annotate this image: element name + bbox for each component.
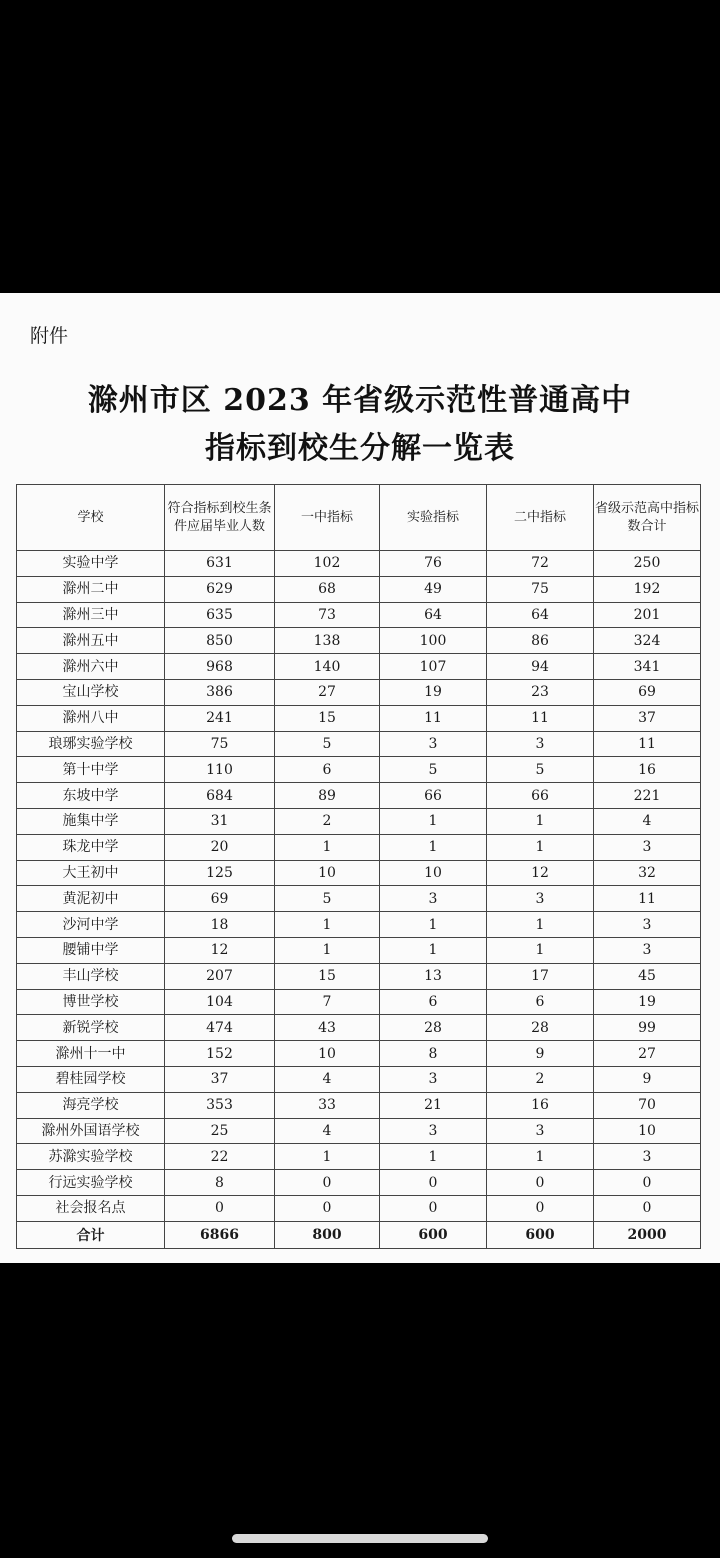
quota-table — [16, 484, 701, 1249]
table-row — [17, 1118, 701, 1144]
cell-graduates: 75 — [165, 731, 275, 757]
cell-total-quota: 16 — [594, 757, 701, 783]
cell-school: 滁州二中 — [17, 576, 165, 602]
total-label: 合计 — [17, 1221, 165, 1248]
cell-no1-quota: 10 — [275, 860, 380, 886]
table-row — [17, 628, 701, 654]
cell-graduates: 631 — [165, 551, 275, 577]
cell-no2-quota: 72 — [487, 551, 594, 577]
cell-experimental-quota: 11 — [380, 705, 487, 731]
table-row — [17, 834, 701, 860]
cell-graduates: 684 — [165, 783, 275, 809]
cell-no2-quota: 0 — [487, 1195, 594, 1221]
cell-experimental-quota: 3 — [380, 1118, 487, 1144]
cell-experimental-quota: 10 — [380, 860, 487, 886]
cell-total-quota: 70 — [594, 1092, 701, 1118]
cell-school: 碧桂园学校 — [17, 1066, 165, 1092]
cell-total-quota: 11 — [594, 886, 701, 912]
cell-experimental-quota: 76 — [380, 551, 487, 577]
title-line-2: 指标到校生分解一览表 — [205, 431, 515, 466]
cell-total-quota: 221 — [594, 783, 701, 809]
header-experimental-quota: 实验指标 — [380, 485, 487, 551]
cell-experimental-quota: 3 — [380, 1066, 487, 1092]
cell-no1-quota: 1 — [275, 834, 380, 860]
cell-graduates: 0 — [165, 1195, 275, 1221]
cell-graduates: 37 — [165, 1066, 275, 1092]
cell-no1-quota: 68 — [275, 576, 380, 602]
cell-graduates: 635 — [165, 602, 275, 628]
cell-no2-quota: 12 — [487, 860, 594, 886]
cell-no1-quota: 1 — [275, 937, 380, 963]
cell-no1-quota: 6 — [275, 757, 380, 783]
cell-no2-quota: 1 — [487, 937, 594, 963]
cell-school: 东坡中学 — [17, 783, 165, 809]
cell-school: 滁州五中 — [17, 628, 165, 654]
cell-total-quota: 11 — [594, 731, 701, 757]
cell-no1-quota: 140 — [275, 654, 380, 680]
cell-no2-quota: 1 — [487, 1144, 594, 1170]
home-indicator[interactable] — [232, 1534, 488, 1543]
document-page — [0, 293, 720, 1263]
cell-total-quota: 324 — [594, 628, 701, 654]
table-row — [17, 731, 701, 757]
cell-experimental-quota: 28 — [380, 1015, 487, 1041]
total-sum: 2000 — [594, 1221, 701, 1248]
cell-school: 滁州八中 — [17, 705, 165, 731]
table-row — [17, 1066, 701, 1092]
header-school: 学校 — [17, 485, 165, 551]
table-row — [17, 602, 701, 628]
cell-no2-quota: 86 — [487, 628, 594, 654]
cell-graduates: 8 — [165, 1170, 275, 1196]
attachment-label: 附件 — [30, 325, 69, 347]
cell-experimental-quota: 66 — [380, 783, 487, 809]
cell-school: 黄泥初中 — [17, 886, 165, 912]
table-row — [17, 1195, 701, 1221]
cell-experimental-quota: 3 — [380, 886, 487, 912]
cell-experimental-quota: 8 — [380, 1041, 487, 1067]
cell-school: 博世学校 — [17, 989, 165, 1015]
cell-graduates: 18 — [165, 912, 275, 938]
cell-no2-quota: 1 — [487, 834, 594, 860]
table-header — [17, 485, 701, 551]
cell-no1-quota: 5 — [275, 886, 380, 912]
cell-school: 沙河中学 — [17, 912, 165, 938]
cell-school: 实验中学 — [17, 551, 165, 577]
table-row — [17, 937, 701, 963]
cell-no1-quota: 4 — [275, 1066, 380, 1092]
cell-school: 海亮学校 — [17, 1092, 165, 1118]
cell-graduates: 241 — [165, 705, 275, 731]
cell-no1-quota: 73 — [275, 602, 380, 628]
cell-school: 滁州三中 — [17, 602, 165, 628]
cell-no1-quota: 7 — [275, 989, 380, 1015]
cell-experimental-quota: 1 — [380, 937, 487, 963]
cell-school: 滁州六中 — [17, 654, 165, 680]
cell-total-quota: 32 — [594, 860, 701, 886]
cell-graduates: 110 — [165, 757, 275, 783]
cell-no2-quota: 3 — [487, 886, 594, 912]
cell-graduates: 152 — [165, 1041, 275, 1067]
cell-total-quota: 37 — [594, 705, 701, 731]
cell-no1-quota: 1 — [275, 1144, 380, 1170]
cell-no1-quota: 43 — [275, 1015, 380, 1041]
cell-no2-quota: 5 — [487, 757, 594, 783]
cell-total-quota: 3 — [594, 912, 701, 938]
table-row — [17, 1015, 701, 1041]
cell-experimental-quota: 0 — [380, 1195, 487, 1221]
cell-total-quota: 201 — [594, 602, 701, 628]
cell-experimental-quota: 1 — [380, 808, 487, 834]
cell-no1-quota: 138 — [275, 628, 380, 654]
cell-total-quota: 4 — [594, 808, 701, 834]
cell-no2-quota: 9 — [487, 1041, 594, 1067]
table-row — [17, 1144, 701, 1170]
table-row — [17, 705, 701, 731]
table-row — [17, 1092, 701, 1118]
cell-school: 苏滁实验学校 — [17, 1144, 165, 1170]
table-row — [17, 654, 701, 680]
cell-total-quota: 0 — [594, 1170, 701, 1196]
cell-total-quota: 0 — [594, 1195, 701, 1221]
cell-no2-quota: 6 — [487, 989, 594, 1015]
table-row — [17, 679, 701, 705]
cell-experimental-quota: 49 — [380, 576, 487, 602]
cell-total-quota: 3 — [594, 1144, 701, 1170]
cell-total-quota: 69 — [594, 679, 701, 705]
cell-school: 珠龙中学 — [17, 834, 165, 860]
cell-experimental-quota: 19 — [380, 679, 487, 705]
cell-no1-quota: 102 — [275, 551, 380, 577]
cell-total-quota: 19 — [594, 989, 701, 1015]
cell-graduates: 474 — [165, 1015, 275, 1041]
cell-experimental-quota: 100 — [380, 628, 487, 654]
cell-graduates: 353 — [165, 1092, 275, 1118]
cell-school: 滁州外国语学校 — [17, 1118, 165, 1144]
cell-no2-quota: 94 — [487, 654, 594, 680]
cell-no1-quota: 27 — [275, 679, 380, 705]
cell-school: 宝山学校 — [17, 679, 165, 705]
cell-no1-quota: 89 — [275, 783, 380, 809]
cell-no2-quota: 3 — [487, 1118, 594, 1144]
table-footer — [17, 1221, 701, 1248]
cell-no1-quota: 15 — [275, 963, 380, 989]
cell-school: 滁州十一中 — [17, 1041, 165, 1067]
table-body — [17, 551, 701, 1222]
cell-total-quota: 341 — [594, 654, 701, 680]
cell-graduates: 69 — [165, 886, 275, 912]
cell-graduates: 25 — [165, 1118, 275, 1144]
cell-graduates: 629 — [165, 576, 275, 602]
cell-no1-quota: 15 — [275, 705, 380, 731]
table-row — [17, 551, 701, 577]
cell-graduates: 850 — [165, 628, 275, 654]
cell-total-quota: 192 — [594, 576, 701, 602]
cell-total-quota: 3 — [594, 937, 701, 963]
cell-no2-quota: 0 — [487, 1170, 594, 1196]
cell-no1-quota: 0 — [275, 1170, 380, 1196]
cell-experimental-quota: 21 — [380, 1092, 487, 1118]
cell-no2-quota: 64 — [487, 602, 594, 628]
cell-school: 大王初中 — [17, 860, 165, 886]
cell-graduates: 20 — [165, 834, 275, 860]
total-experimental-quota: 600 — [380, 1221, 487, 1248]
table-row — [17, 783, 701, 809]
total-graduates: 6866 — [165, 1221, 275, 1248]
cell-total-quota: 3 — [594, 834, 701, 860]
table-row — [17, 860, 701, 886]
header-no1-quota: 一中指标 — [275, 485, 380, 551]
cell-no2-quota: 23 — [487, 679, 594, 705]
table-row — [17, 1170, 701, 1196]
cell-total-quota: 10 — [594, 1118, 701, 1144]
cell-graduates: 125 — [165, 860, 275, 886]
cell-no2-quota: 3 — [487, 731, 594, 757]
header-total-quota: 省级示范高中指标数合计 — [594, 485, 701, 551]
table-row — [17, 757, 701, 783]
header-graduates: 符合指标到校生条件应届毕业人数 — [165, 485, 275, 551]
cell-experimental-quota: 1 — [380, 834, 487, 860]
cell-experimental-quota: 0 — [380, 1170, 487, 1196]
cell-graduates: 12 — [165, 937, 275, 963]
table-row — [17, 912, 701, 938]
cell-no1-quota: 10 — [275, 1041, 380, 1067]
cell-no2-quota: 75 — [487, 576, 594, 602]
cell-no1-quota: 33 — [275, 1092, 380, 1118]
title-line-1: 滁州市区 2023 年省级示范性普通高中 — [87, 383, 633, 418]
cell-school: 行远实验学校 — [17, 1170, 165, 1196]
total-no2-quota: 600 — [487, 1221, 594, 1248]
total-row — [17, 1221, 701, 1248]
cell-experimental-quota: 6 — [380, 989, 487, 1015]
cell-no1-quota: 2 — [275, 808, 380, 834]
cell-no2-quota: 66 — [487, 783, 594, 809]
cell-no2-quota: 1 — [487, 912, 594, 938]
cell-experimental-quota: 64 — [380, 602, 487, 628]
cell-no1-quota: 4 — [275, 1118, 380, 1144]
table-row — [17, 963, 701, 989]
cell-graduates: 207 — [165, 963, 275, 989]
cell-school: 腰铺中学 — [17, 937, 165, 963]
table-row — [17, 886, 701, 912]
table-row — [17, 808, 701, 834]
cell-school: 新锐学校 — [17, 1015, 165, 1041]
cell-experimental-quota: 107 — [380, 654, 487, 680]
cell-school: 琅琊实验学校 — [17, 731, 165, 757]
cell-total-quota: 45 — [594, 963, 701, 989]
cell-graduates: 31 — [165, 808, 275, 834]
cell-no2-quota: 17 — [487, 963, 594, 989]
cell-school: 丰山学校 — [17, 963, 165, 989]
cell-experimental-quota: 1 — [380, 912, 487, 938]
table-row — [17, 989, 701, 1015]
table-row — [17, 1041, 701, 1067]
cell-graduates: 968 — [165, 654, 275, 680]
cell-school: 社会报名点 — [17, 1195, 165, 1221]
total-no1-quota: 800 — [275, 1221, 380, 1248]
cell-graduates: 104 — [165, 989, 275, 1015]
cell-graduates: 386 — [165, 679, 275, 705]
cell-no2-quota: 28 — [487, 1015, 594, 1041]
cell-experimental-quota: 5 — [380, 757, 487, 783]
cell-experimental-quota: 3 — [380, 731, 487, 757]
cell-no1-quota: 0 — [275, 1195, 380, 1221]
header-row — [17, 485, 701, 551]
cell-no2-quota: 11 — [487, 705, 594, 731]
cell-total-quota: 250 — [594, 551, 701, 577]
cell-total-quota: 99 — [594, 1015, 701, 1041]
cell-experimental-quota: 13 — [380, 963, 487, 989]
cell-total-quota: 9 — [594, 1066, 701, 1092]
cell-experimental-quota: 1 — [380, 1144, 487, 1170]
cell-school: 第十中学 — [17, 757, 165, 783]
table-row — [17, 576, 701, 602]
cell-no1-quota: 5 — [275, 731, 380, 757]
cell-no2-quota: 16 — [487, 1092, 594, 1118]
cell-no1-quota: 1 — [275, 912, 380, 938]
cell-no2-quota: 1 — [487, 808, 594, 834]
cell-graduates: 22 — [165, 1144, 275, 1170]
cell-school: 施集中学 — [17, 808, 165, 834]
cell-total-quota: 27 — [594, 1041, 701, 1067]
header-no2-quota: 二中指标 — [487, 485, 594, 551]
cell-no2-quota: 2 — [487, 1066, 594, 1092]
